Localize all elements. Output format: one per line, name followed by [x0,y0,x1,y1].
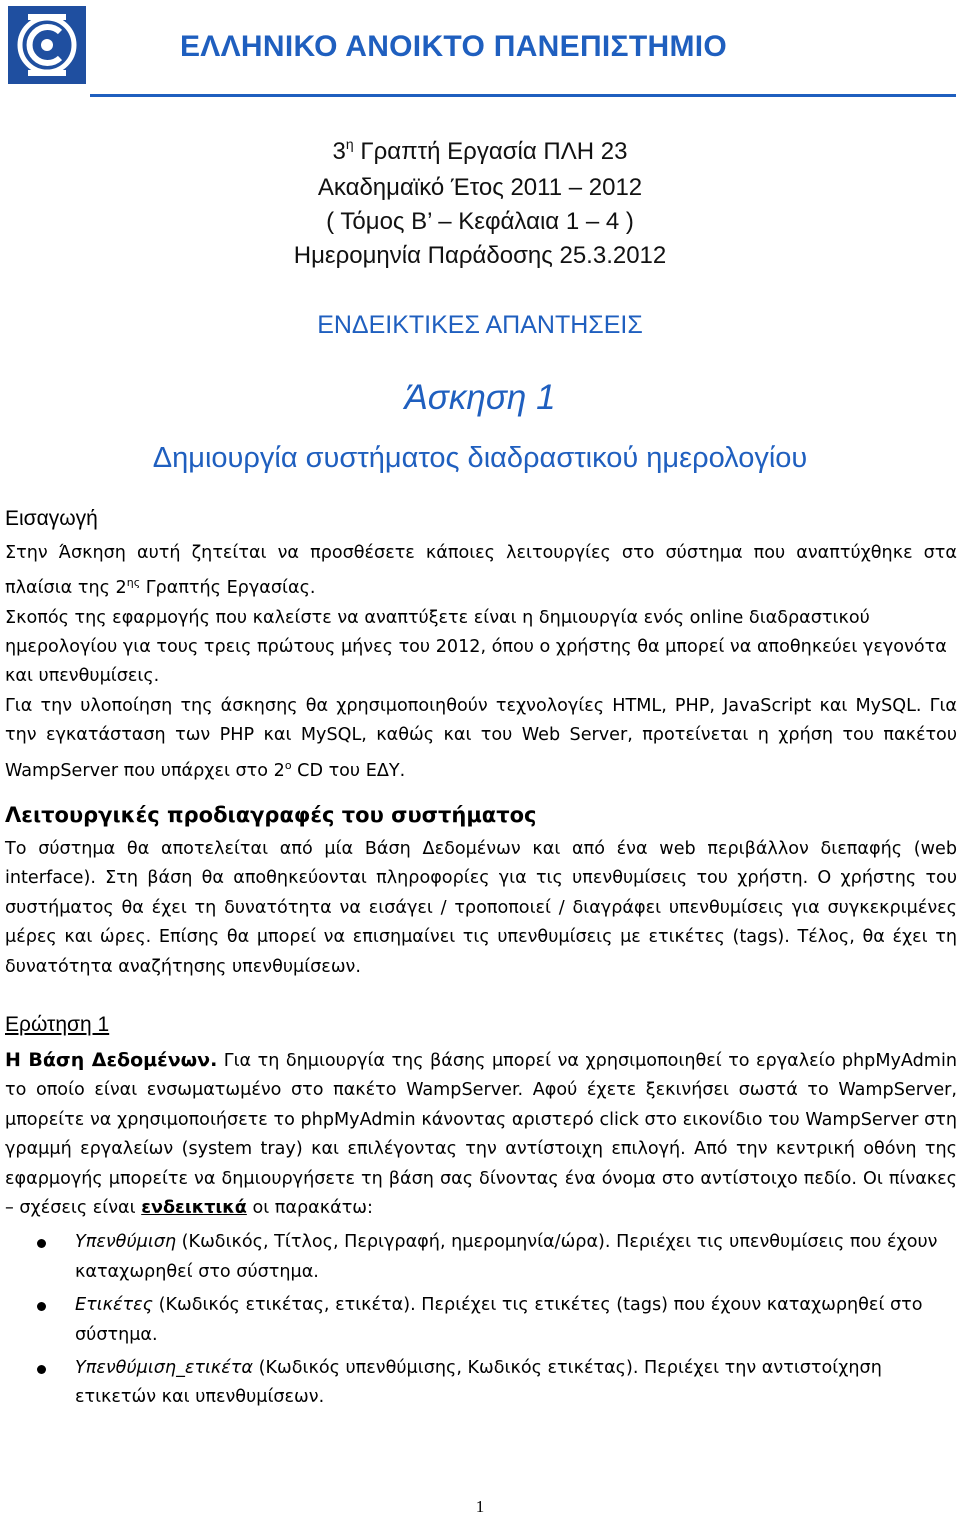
technologies-paragraph: Για την υλοποίηση της άσκησης θα χρησιμοποιηθούν τεχνολογίες HTML, PHP, JavaScript και MySQL. Για την εγκατάσταση των PHP και MySQL, καθώς και του Web Server, προτείνεται η χρήση του πακέτου WampServer που υπάρχει στο $2^o$ CD του ΕΔΥ. [5,695,957,781]
list-item: Ετικέτες (Κωδικός ετικέτας, ετικέτα). Περιέχει τις ετικέτες (tags) που έχουν καταχωρηθεί στο σύστημα. [5,1291,957,1350]
academic-year: Ακαδημαϊκό Έτος 2011 – 2012 [317,174,643,201]
university-name: ΕΛΛΗΝΙΚΟ ΑΝΟΙΚΤΟ ΠΑΝΕΠΙΣΤΗΜΙΟ [180,30,728,63]
question1-section [5,1046,957,1413]
specs-paragraph: Το σύστημα θα αποτελείται από μία Βάση Δεδομένων και από ένα web περιβάλλον διεπαφής (web interface). Στη βάση θα αποθηκεύονται πληροφορίες για τις υπενθυμίσεις του χρήστη. Ο χρήστης του συστήματος θα έχει τη δυνατότητα να εισάγει / τροποποιεί / διαγράφει υπενθυμίσεις για συγκεκριμένες μέρες και ώρες. Επίσης θα μπορεί να επισημαίνει τις υπενθυμίσεις με ετικέτες (tags). Τέλος, θα έχει τη δυνατότητα αναζήτησης υπενθυμίσεων. [5,839,957,977]
exercise-heading: Άσκηση 1 [404,378,556,417]
database-title: Η Βάση Δεδομένων. [5,1049,218,1071]
list-item: Υπενθύμιση (Κωδικός, Τίτλος, Περιγραφή, ημερομηνία/ώρα). Περιέχει τις υπενθυμίσεις που έχουν καταχωρηθεί στο σύστημα. [5,1228,957,1287]
question1-heading: Ερώτηση 1 [5,1013,110,1036]
list-item: Υπενθύμιση_ετικέτα (Κωδικός υπενθύμισης, Κωδικός ετικέτας). Περιέχει την αντιστοίχηση ετικετών και υπενθυμίσεων. [5,1354,957,1413]
intro-paragraph: Στην Άσκηση αυτή ζητείται να προσθέσετε κάποιες λειτουργίες στο σύστημα που αναπτύχθηκε στα πλαίσια της $2^{\eta\varsigma}$ Γραπτής Εργασίας. [5,543,957,599]
due-date: Ημερομηνία Παράδοσης 25.3.2012 [293,242,667,269]
purpose-paragraph: Σκοπός της εφαρμογής που καλείστε να αναπτύξετε είναι η δημιουργία ενός online διαδραστικού ημερολογίου για τους τρεις πρώτους μήνες του 2012, όπου ο χρήστης θα μπορεί να αποθηκεύει γεγονότα και υπενθυμίσεις. [5,607,947,687]
specs-section [5,835,957,982]
bullet-icon [37,1365,46,1374]
volume-chapters: ( Τόμος Β’ – Κεφάλαια 1 – 4 ) [326,208,634,235]
header-rule [90,94,956,97]
exercise-subtitle: Δημιουργία συστήματος διαδραστικού ημερολογίου [152,442,808,474]
answers-heading: ΕΝΔΕΙΚΤΙΚΕΣ ΑΠΑΝΤΗΣΕΙΣ [317,311,643,339]
specs-heading: Λειτουργικές προδιαγραφές του συστήματος [5,803,537,827]
bullet-icon [37,1302,46,1311]
assignment-title: $3^\eta$ Γραπτή Εργασία ΠΛΗ 23 [332,136,628,165]
bullet-icon [37,1239,46,1248]
emphasis-indicative: ενδεικτικά [141,1198,247,1219]
intro-heading: Εισαγωγή [5,507,98,530]
tables-list [5,1228,957,1412]
database-paragraph: Η Βάση Δεδομένων. Για τη δημιουργία της βάσης μπορεί να χρησιμοποιηθεί το εργαλείο phpMyAdmin το οποίο είναι ενσωματωμένο στο πακέτο WampServer. Αφού έχετε ξεκινήσει σωστά το WampServer, μπορείτε να χρησιμοποιήσετε το phpMyAdmin κάνοντας αριστερό click στο εικονίδιο του WampServer στη γραμμή εργαλείων (system tray) και επιλέγοντας την αντίστοιχη επιλογή. Από την κεντρική οθόνη της εφαρμογής μπορείτε να δημιουργήσετε τη βάση σας δίνοντας ένα όνομα στο αντίστοιχο πεδίο. Οι πίνακες – σχέσεις είναι ενδεικτικά οι παρακάτω: [5,1049,957,1219]
page-number: 1 [475,1497,485,1516]
university-logo [8,6,86,84]
intro-section [5,539,957,786]
